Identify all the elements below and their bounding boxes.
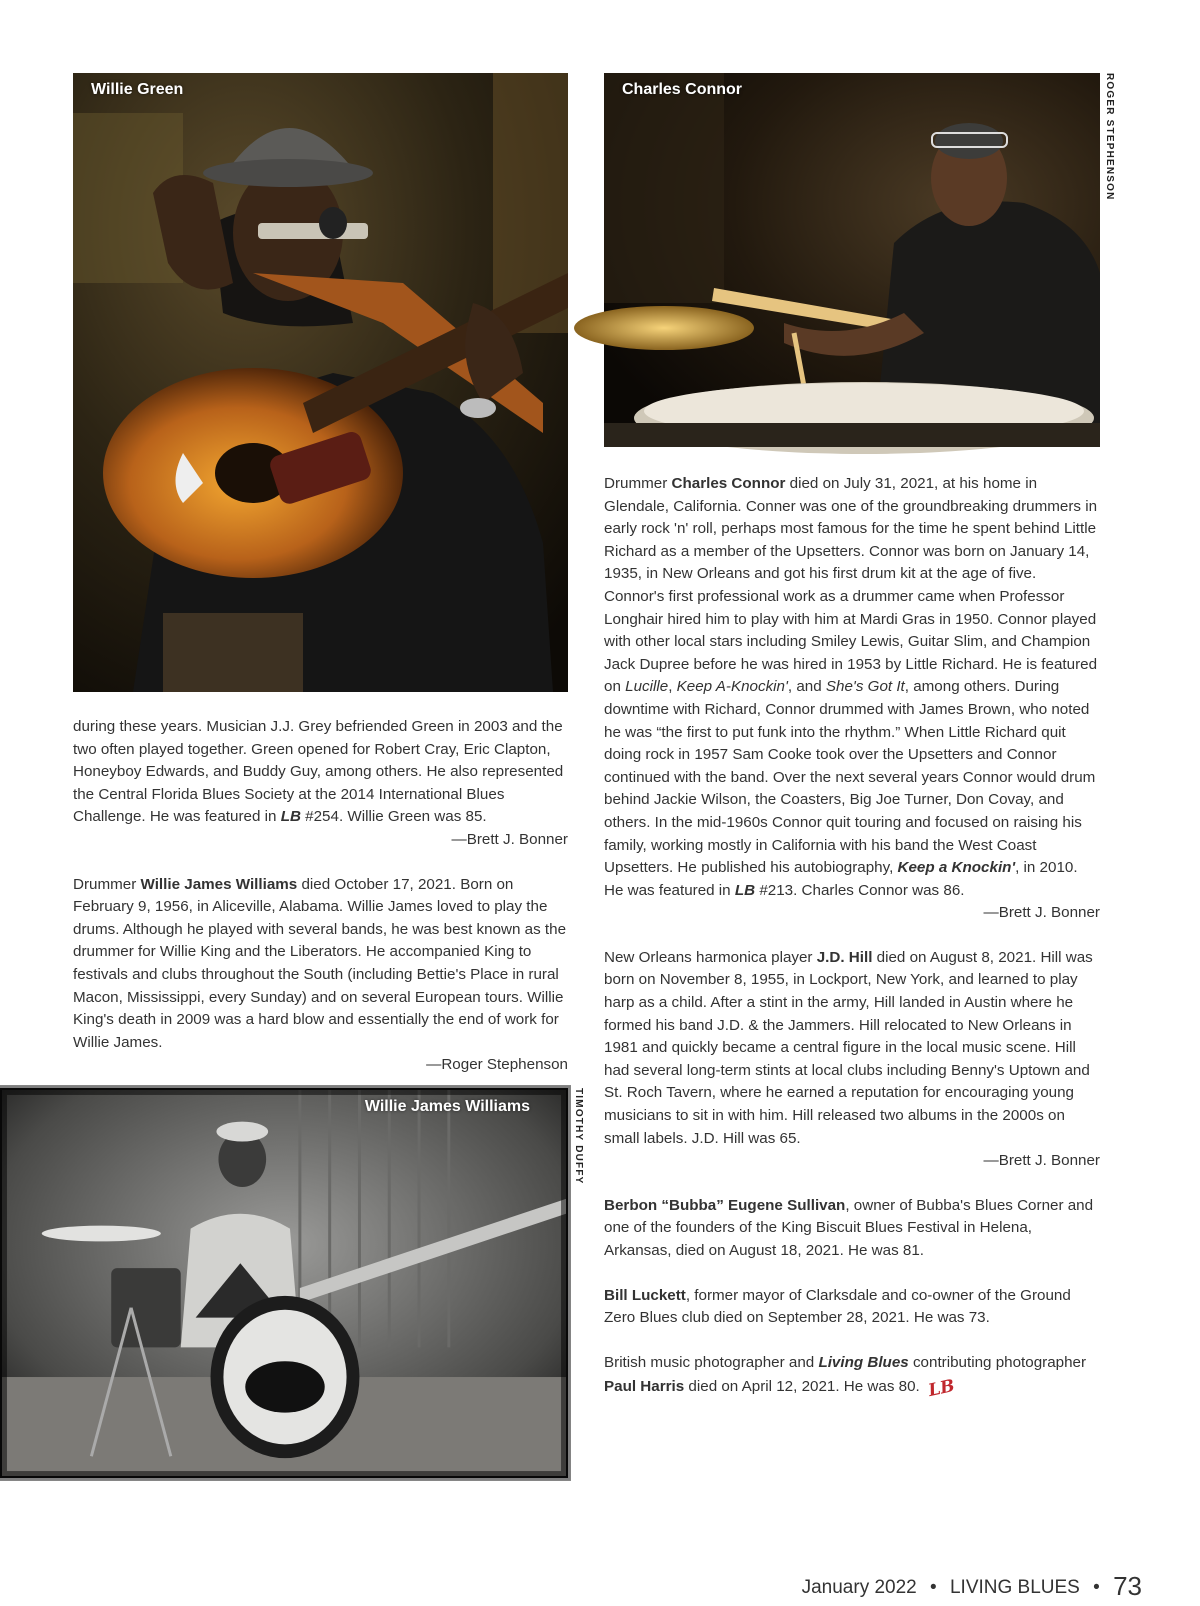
- photo-willie-green: [73, 73, 568, 692]
- footer-issue-date: January 2022: [801, 1577, 917, 1598]
- charles-connor-image: [604, 73, 1100, 447]
- photo-caption: Willie James Williams: [364, 1098, 530, 1115]
- obituary-willie-green-continued: during these years. Musician J.J. Grey befriended Green in 2003 and the two often played together. Green opened for Robert Cray, Eric Clapton, Honeyboy Edwards, and Buddy Guy, among others. He also represented the Central Florida Blues Society at the 2014 International Blues Challenge. He was featured in LB #254. Willie Green was 85.: [73, 718, 564, 826]
- photo-charles-connor: [604, 73, 1100, 447]
- signature: —Brett J. Bonner: [983, 1152, 1100, 1170]
- photo-caption: Willie Green: [91, 81, 184, 98]
- page-footer: [802, 1571, 1142, 1602]
- obituary-jd-hill: New Orleans harmonica player J.D. Hill died on August 8, 2021. Hill was born on November 8, 1955, in Lockport, New York, and learned to play harp as a child. After a stint in the army, Hill landed in Austin where he formed his band J.D. & the Jammers. Hill relocated to New Orleans in 1981 and quickly became a central figure in the local music scene. Hill had several long-term stints at local clubs including Benny's Uptown and St. Roch Tavern, where he earned a reputation for encouraging young musicians to sit in with him. Hill released two albums in the 2000s on small labels. J.D. Hill was 65.: [604, 948, 1093, 1147]
- willie-green-image: [73, 73, 568, 692]
- footer-bullet: •: [930, 1577, 937, 1598]
- obituary-paul-harris: British music photographer and Living Blues contributing photographer Paul Harris died on April 12, 2021. He was 80. LB: [604, 1353, 1087, 1402]
- living-blues-end-mark-icon: [926, 1374, 957, 1402]
- signature: —Brett J. Bonner: [983, 904, 1100, 922]
- footer-magazine-name: LIVING BLUES: [949, 1577, 1080, 1598]
- photo-caption: Charles Connor: [622, 81, 743, 98]
- left-column: [73, 716, 568, 1099]
- willie-james-williams-image: [2, 1090, 566, 1476]
- photo-willie-james-williams: [0, 1088, 568, 1478]
- obituary-charles-connor: Drummer Charles Connor died on July 31, 2021, at his home in Glendale, California. Conner was one of the groundbreaking drummers in early rock 'n' roll, perhaps most famous for the time he spent behind Little Richard as a member of the Upsetters. Connor was born on January 14, 1935, in New Orleans and got his first drum kit at the age of five. Connor's first professional work as a drummer came when Professor Longhair hired him to play with him at Mardi Gras in 1950. Connor played with other local stars including Smiley Lewis, Guitar Slim, and Champion Jack Dupree before he was hired in 1953 by Little Richard. He is featured on Lucille, Keep A-Knockin', and She's Got It, among others. During downtime with Richard, Connor drummed with James Brown, who noted he was “the first to put funk into the rhythm.” When Little Richard quit doing rock in 1957 Sam Cooke took over the Upsetters and Connor continued with the band. Over the next several years Connor would drum behind Jackie Wilson, the Coasters, Big Joe Turner, Don Covay, and others. In the mid-1960s Connor quit touring and focused on raising his family, working mostly in California with his band the West Coast Upsetters. He published his autobiography, Keep a Knockin', in 2010. He was featured in LB #213. Charles Connor was 86.: [604, 475, 1098, 899]
- photo-credit-timothy-duffy: TIMOTHY DUFFY: [573, 1088, 584, 1185]
- signature: —Roger Stephenson: [426, 1056, 568, 1074]
- obituary-willie-james-williams: Drummer Willie James Williams died October 17, 2021. Born on February 9, 1956, in Aliceville, Alabama. Willie James loved to play the drums. Although he played with several bands, he was best known as the drummer for Willie King and the Liberators. He accompanied King to festivals and clubs throughout the South (including Bettie's Place in rural Macon, Mississippi, every Sunday) and on several European tours. Willie King's death in 2009 was a hard blow and essentially the end of work for Willie James.: [73, 875, 567, 1051]
- right-column: [604, 473, 1100, 1422]
- obituary-bubba-sullivan: Berbon “Bubba” Eugene Sullivan, owner of Bubba's Blues Corner and one of the founders of the King Biscuit Blues Festival in Helena, Arkansas, died on August 18, 2021. He was 81.: [604, 1196, 1094, 1259]
- page-number: 73: [1113, 1571, 1142, 1601]
- signature: —Brett J. Bonner: [451, 830, 568, 848]
- photo-credit-roger-stephenson: ROGER STEPHENSON: [1104, 73, 1115, 201]
- obituary-bill-luckett: Bill Luckett, former mayor of Clarksdale and co-owner of the Ground Zero Blues club died on September 28, 2021. He was 73.: [604, 1286, 1071, 1327]
- footer-bullet: •: [1093, 1577, 1100, 1598]
- svg-text:LB: LB: [926, 1376, 957, 1402]
